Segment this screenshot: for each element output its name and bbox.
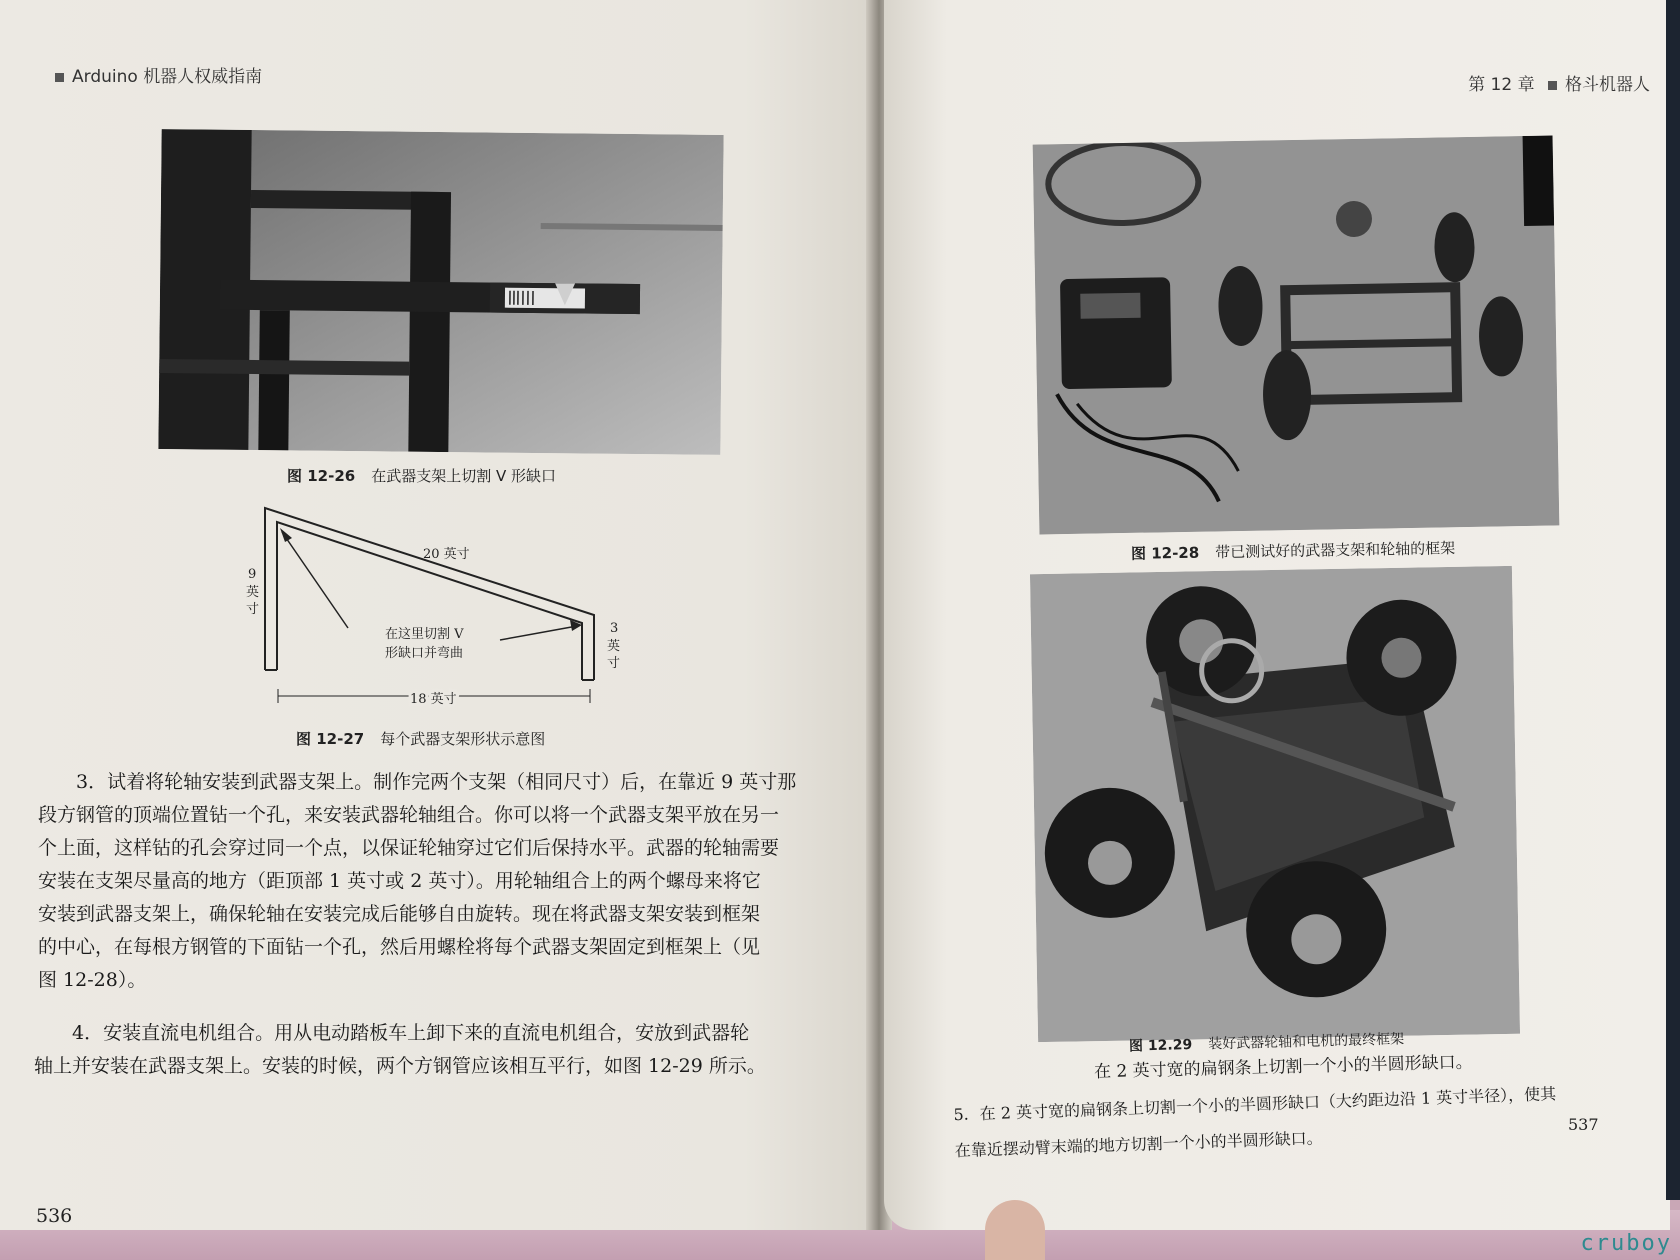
right-page	[884, 0, 1670, 1230]
para3-line: 3．试着将轮轴安装到武器支架上。制作完两个支架（相同尺寸）后，在靠近 9 英寸那	[76, 771, 797, 793]
figure-title: 装好武器轮轴和电机的最终框架	[1208, 1031, 1405, 1053]
cut-note-line2: 形缺口并弯曲	[385, 646, 464, 661]
figure-12-28-photo	[1033, 135, 1560, 534]
figure-title: 每个武器支架形状示意图	[380, 730, 546, 748]
dim-3-label-b: 英	[607, 639, 621, 654]
book-cover-edge	[1666, 0, 1680, 1200]
figure-number: 图 12-26	[287, 467, 356, 485]
left-running-header	[55, 62, 262, 87]
figure-number: 图 12-28	[1130, 543, 1200, 563]
right-page-number: 537	[1568, 1115, 1599, 1134]
dim-9-label-c: 寸	[246, 602, 260, 617]
watermark: cruboy	[1580, 1231, 1672, 1256]
para3-line: 图 12-28）。	[38, 969, 147, 991]
figure-title: 在武器支架上切割 V 形缺口	[371, 467, 557, 485]
header-square-icon	[1548, 81, 1557, 90]
header-square-icon	[55, 73, 64, 82]
chapter-label: 第 12 章	[1468, 75, 1535, 95]
figure-12-26-caption	[287, 465, 556, 486]
dim-18-label: 18 英寸	[410, 692, 457, 707]
para3-line: 安装到武器支架上，确保轮轴在安装完成后能够自由旋转。现在将武器支架安装到框架	[38, 903, 761, 925]
figure-12-27-diagram	[230, 500, 650, 715]
cut-note-line1: 在这里切割 V	[385, 627, 464, 642]
figure-number: 图 12-27	[296, 730, 365, 748]
step-3-paragraph	[38, 766, 838, 997]
para3-line: 的中心，在每根方钢管的下面钻一个孔，然后用螺栓将每个武器支架固定到框架上（见	[38, 936, 761, 958]
dim-9-label-b: 英	[246, 585, 260, 600]
figure-12-28-caption	[1131, 537, 1456, 564]
step-4-paragraph	[34, 1017, 844, 1083]
step-tail-text: 在 2 英寸宽的扁钢条上切割一个小的半圆形缺口。	[1093, 1052, 1473, 1083]
para5-line: 5．在 2 英寸宽的扁钢条上切割一个小的半圆形缺口（大约距边沿 1 英寸半径），使其	[953, 1084, 1557, 1125]
para3-line: 安装在支架尽量高的地方（距顶部 1 英寸或 2 英寸）。用轮轴组合上的两个螺母来将它	[38, 870, 761, 892]
step-5-paragraph	[953, 1073, 1655, 1169]
para3-line: 个上面，这样钻的孔会穿过同一个点，以保证轮轴穿过它们后保持水平。武器的轮轴需要	[38, 837, 780, 859]
dim-3-label-c: 寸	[607, 656, 621, 671]
figure-12-29-photo	[1030, 566, 1520, 1042]
dim-20-label: 20 英寸	[423, 547, 470, 562]
left-page-number: 536	[36, 1205, 73, 1227]
thumb	[985, 1200, 1045, 1260]
para4-line: 4．安装直流电机组合。用从电动踏板车上卸下来的直流电机组合，安放到武器轮	[72, 1022, 750, 1044]
dim-3-label-a: 3	[610, 621, 619, 636]
figure-12-27-caption	[296, 728, 545, 749]
right-running-header	[1468, 70, 1650, 95]
para3-line: 段方钢管的顶端位置钻一个孔，来安装武器轮轴组合。你可以将一个武器支架平放在另一	[38, 804, 780, 826]
figure-12-26-photo	[158, 129, 723, 455]
figure-title: 带已测试好的武器支架和轮轴的框架	[1215, 539, 1456, 562]
chapter-title: 格斗机器人	[1565, 75, 1650, 95]
dim-9-label-a: 9	[248, 567, 257, 582]
para5-line: 在靠近摆动臂末端的地方切割一个小的半圆形缺口。	[954, 1128, 1323, 1161]
para4-line: 轴上并安装在武器支架上。安装的时候，两个方钢管应该相互平行，如图 12-29 所示。	[34, 1055, 766, 1077]
figure-number: 图 12.29	[1128, 1036, 1193, 1055]
left-header-text: Arduino 机器人权威指南	[72, 67, 263, 87]
